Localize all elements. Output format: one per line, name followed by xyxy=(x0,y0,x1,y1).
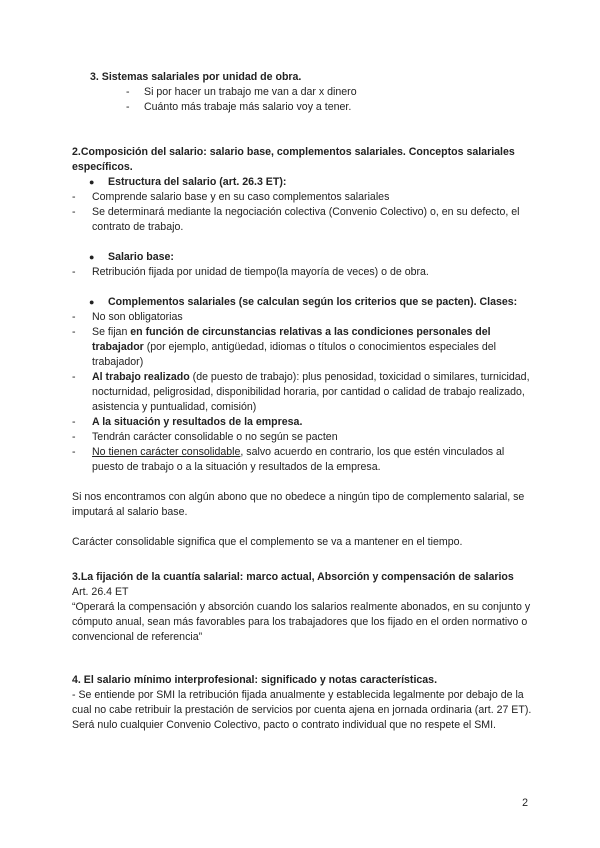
list-item: - No son obligatorias xyxy=(72,311,183,323)
list-item: - Retribución fijada por unidad de tiempo(la mayoría de veces) o de obra. xyxy=(72,266,429,278)
section-heading: 3. Sistemas salariales por unidad de obra. xyxy=(90,71,302,83)
section-heading: 4. El salario mínimo interprofesional: significado y notas características. xyxy=(72,674,438,686)
section-sistemas-salariales xyxy=(72,70,532,115)
section-smi xyxy=(72,673,532,733)
paragraph: Si nos encontramos con algún abono que no obedece a ningún tipo de complemento salarial, se imputará al salario base. xyxy=(72,491,525,518)
bullet-dot-icon: ● xyxy=(89,177,95,187)
bullet-dot-icon: ● xyxy=(89,252,95,262)
quote-paragraph: “Operará la compensación y absorción cuando los salarios realmente abonados, en su conjunto y cómputo anual, sean más favorables para los trabajadores que los fijado en el orden normativo o convencional de referencia” xyxy=(72,601,531,643)
section-heading: 3.La fijación de la cuantía salarial: marco actual, Absorción y compensación de salarios xyxy=(72,571,514,583)
article-reference: Art. 26.4 ET xyxy=(72,586,129,598)
list-item: - Tendrán carácter consolidable o no según se pacten xyxy=(72,431,338,443)
paragraph: - Se entiende por SMI la retribución fijada anualmente y establecida legalmente por debajo de la cual no cabe retribuir la prestación de servicios por cuenta ajena en jornada ordinaria (art. 27 ET). Será nulo cualquier Convenio Colectivo, pacto o contrato individual que no respete el SMI. xyxy=(72,689,532,731)
list-item: - Cuánto más trabaje más salario voy a tener. xyxy=(126,101,352,113)
list-item: - Al trabajo realizado (de puesto de trabajo): plus penosidad, toxicidad o similares, turnicidad, nocturnidad, peligrosidad, disponibilidad horaria, por cantidad o calidad de trabajo realizado, asistencia y puntualidad, comisión) xyxy=(72,371,530,413)
list-item: - A la situación y resultados de la empresa. xyxy=(72,416,303,428)
section-fijacion-cuantia xyxy=(72,570,532,645)
page-number: 2 xyxy=(522,797,528,809)
bullet-salario-base: ● Salario base: xyxy=(89,251,174,263)
list-item: - No tienen carácter consolidable, salvo acuerdo en contrario, los que estén vinculados al puesto de trabajo o a la situación y resultados de la empresa. xyxy=(72,446,505,473)
bullet-estructura: ● Estructura del salario (art. 26.3 ET): xyxy=(89,176,287,188)
list-item: - Se determinará mediante la negociación colectiva (Convenio Colectivo) o, en su defecto, el contrato de trabajo. xyxy=(72,206,520,233)
paragraph: Carácter consolidable significa que el complemento se va a mantener en el tiempo. xyxy=(72,536,463,548)
section-composicion-salario xyxy=(72,145,532,550)
list-item: - Si por hacer un trabajo me van a dar x dinero xyxy=(126,86,357,98)
bullet-dot-icon: ● xyxy=(89,297,95,307)
section-heading: 2.Composición del salario: salario base, complementos salariales. Conceptos salariales específicos. xyxy=(72,146,515,173)
bullet-complementos: ● Complementos salariales (se calculan según los criterios que se pacten). Clases: xyxy=(89,296,518,308)
list-item: - Comprende salario base y en su caso complementos salariales xyxy=(72,191,390,203)
list-item: - Se fijan en función de circunstancias relativas a las condiciones personales del trabajador (por ejemplo, antigüedad, idiomas o títulos o conocimientos especiales del trabajador) xyxy=(72,326,496,368)
